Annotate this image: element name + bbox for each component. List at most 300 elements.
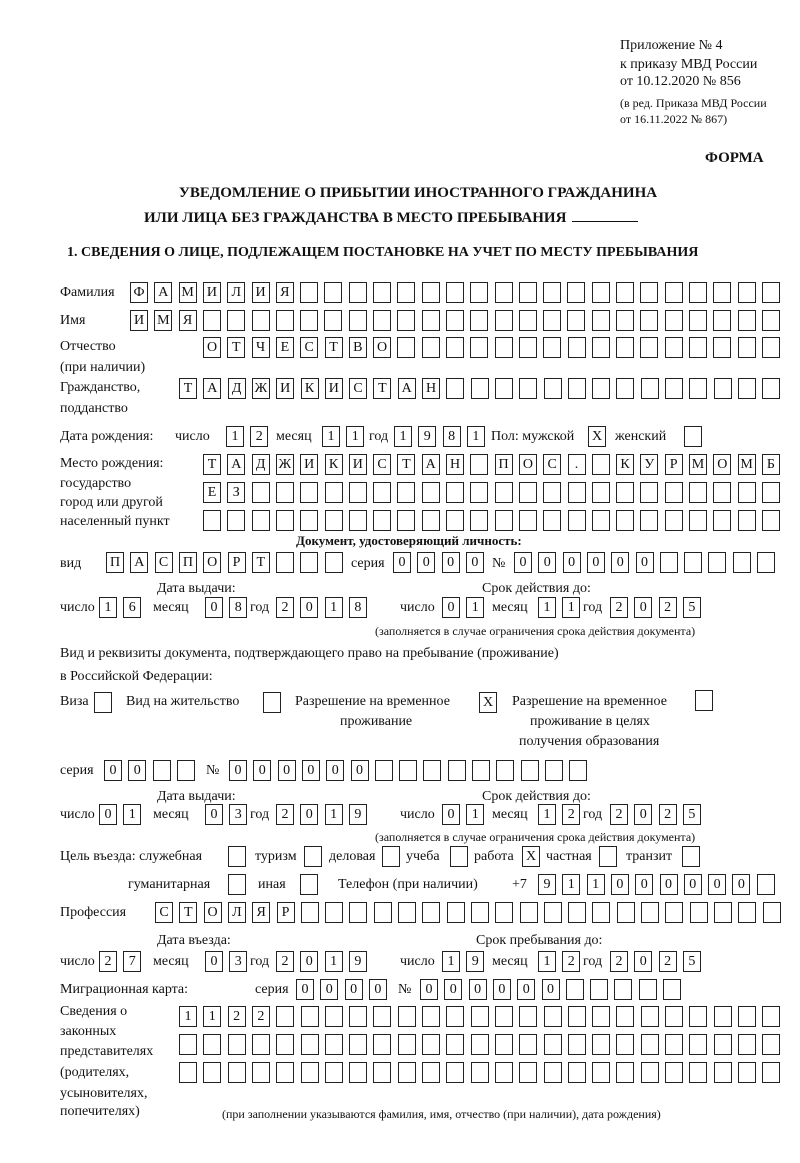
id-doc-type-field-box[interactable]: [276, 552, 294, 573]
name-field-box[interactable]: [446, 310, 464, 331]
citizenship-field-box[interactable]: [738, 378, 756, 399]
migration-card-series-field-box[interactable]: 0: [345, 979, 363, 1000]
name-field-box[interactable]: [300, 310, 318, 331]
profession-field-box[interactable]: С: [155, 902, 173, 923]
representatives-line-2-box[interactable]: [446, 1034, 464, 1055]
representatives-line-2-box[interactable]: [471, 1034, 489, 1055]
patronymic-field-box[interactable]: [689, 337, 707, 358]
representatives-line-1-box[interactable]: [616, 1006, 634, 1027]
representatives-line-3-box[interactable]: [592, 1062, 610, 1083]
patronymic-field-box[interactable]: [640, 337, 658, 358]
name-field-box[interactable]: [640, 310, 658, 331]
purpose-private-checkbox-box[interactable]: [599, 846, 617, 867]
patronymic-field-box[interactable]: [397, 337, 415, 358]
migration-card-number-field-box[interactable]: [566, 979, 584, 1000]
representatives-line-3-box[interactable]: [471, 1062, 489, 1083]
representatives-line-3-box[interactable]: [276, 1062, 294, 1083]
birth-place-line-2-box[interactable]: [276, 482, 294, 503]
profession-field-box[interactable]: [422, 902, 440, 923]
migration-card-number-field-box[interactable]: [614, 979, 632, 1000]
day-box[interactable]: 0: [442, 597, 460, 618]
citizenship-field-box[interactable]: И: [276, 378, 294, 399]
year-box[interactable]: 0: [634, 597, 652, 618]
representatives-line-1-box[interactable]: [519, 1006, 537, 1027]
profession-field-box[interactable]: О: [204, 902, 222, 923]
representatives-line-2-box[interactable]: [203, 1034, 221, 1055]
patronymic-field-box[interactable]: [446, 337, 464, 358]
representatives-line-3-box[interactable]: [252, 1062, 270, 1083]
patronymic-field-box[interactable]: В: [349, 337, 367, 358]
birth-place-line-2-box[interactable]: [349, 482, 367, 503]
temp-edu-permit-checkbox-box[interactable]: [695, 690, 713, 711]
patronymic-field-box[interactable]: Т: [325, 337, 343, 358]
name-field-box[interactable]: [567, 310, 585, 331]
month-box[interactable]: 1: [538, 951, 556, 972]
year-box[interactable]: 2: [610, 804, 628, 825]
surname-field-box[interactable]: [713, 282, 731, 303]
representatives-line-2-box[interactable]: [519, 1034, 537, 1055]
migration-card-series-field-box[interactable]: 0: [296, 979, 314, 1000]
month-box[interactable]: 0: [205, 804, 223, 825]
year-box[interactable]: 1: [325, 951, 343, 972]
month-box[interactable]: 3: [229, 951, 247, 972]
representatives-line-2-box[interactable]: [714, 1034, 732, 1055]
representatives-line-3-box[interactable]: [616, 1062, 634, 1083]
residence-number-field-box[interactable]: [496, 760, 514, 781]
phone-field-box[interactable]: 0: [732, 874, 750, 895]
representatives-line-1-box[interactable]: 2: [228, 1006, 246, 1027]
birth-place-line-1-box[interactable]: Р: [665, 454, 683, 475]
name-field-box[interactable]: [252, 310, 270, 331]
birth-place-line-1-box[interactable]: .: [568, 454, 586, 475]
representatives-line-1-box[interactable]: [665, 1006, 683, 1027]
surname-field-box[interactable]: [446, 282, 464, 303]
surname-field-box[interactable]: [762, 282, 780, 303]
phone-field-box[interactable]: 0: [635, 874, 653, 895]
birth-place-line-3-box[interactable]: [689, 510, 707, 531]
representatives-line-2-box[interactable]: [738, 1034, 756, 1055]
sex-female-checkbox-box[interactable]: [684, 426, 702, 447]
birth-place-line-1-box[interactable]: Т: [397, 454, 415, 475]
year-box[interactable]: 0: [634, 951, 652, 972]
surname-field-box[interactable]: [567, 282, 585, 303]
patronymic-field-box[interactable]: Т: [227, 337, 245, 358]
representatives-line-3-box[interactable]: [641, 1062, 659, 1083]
birth-place-line-3-box[interactable]: [227, 510, 245, 531]
birth-month-field-box[interactable]: 1: [322, 426, 340, 447]
purpose-transit-checkbox-box[interactable]: [682, 846, 700, 867]
residence-number-field-box[interactable]: [521, 760, 539, 781]
migration-card-number-field-box[interactable]: [663, 979, 681, 1000]
representatives-line-1-box[interactable]: [398, 1006, 416, 1027]
patronymic-field-box[interactable]: [470, 337, 488, 358]
citizenship-field-box[interactable]: [471, 378, 489, 399]
representatives-line-2-box[interactable]: [373, 1034, 391, 1055]
patronymic-field-box[interactable]: С: [300, 337, 318, 358]
visa-checkbox-box[interactable]: [94, 692, 112, 713]
id-doc-type-field-box[interactable]: П: [179, 552, 197, 573]
birth-place-line-2-box[interactable]: [397, 482, 415, 503]
representatives-line-1-box[interactable]: 1: [203, 1006, 221, 1027]
id-doc-series-field-box[interactable]: 0: [442, 552, 460, 573]
id-doc-number-field-box[interactable]: 0: [587, 552, 605, 573]
migration-card-number-field-box[interactable]: [639, 979, 657, 1000]
representatives-line-3-box[interactable]: [301, 1062, 319, 1083]
sex-male-checkbox-box[interactable]: X: [588, 426, 606, 447]
representatives-line-3-box[interactable]: [349, 1062, 367, 1083]
birth-place-line-1-box[interactable]: Н: [446, 454, 464, 475]
id-doc-type-field-box[interactable]: [300, 552, 318, 573]
migration-card-number-field-box[interactable]: 0: [517, 979, 535, 1000]
profession-field-box[interactable]: [447, 902, 465, 923]
month-box[interactable]: 0: [205, 951, 223, 972]
name-field-box[interactable]: [665, 310, 683, 331]
residence-number-field-box[interactable]: [375, 760, 393, 781]
year-box[interactable]: 9: [349, 804, 367, 825]
surname-field-box[interactable]: И: [252, 282, 270, 303]
birth-place-line-2-box[interactable]: З: [227, 482, 245, 503]
representatives-line-1-box[interactable]: [301, 1006, 319, 1027]
phone-field-box[interactable]: 0: [660, 874, 678, 895]
profession-field-box[interactable]: [495, 902, 513, 923]
birth-place-line-1-box[interactable]: И: [349, 454, 367, 475]
representatives-line-2-box[interactable]: [301, 1034, 319, 1055]
surname-field-box[interactable]: [689, 282, 707, 303]
surname-field-box[interactable]: [616, 282, 634, 303]
representatives-line-3-box[interactable]: [422, 1062, 440, 1083]
citizenship-field-box[interactable]: [689, 378, 707, 399]
representatives-line-1-box[interactable]: [762, 1006, 780, 1027]
representatives-line-3-box[interactable]: [446, 1062, 464, 1083]
residence-number-field-box[interactable]: 0: [351, 760, 369, 781]
birth-place-line-3-box[interactable]: [373, 510, 391, 531]
birth-place-line-2-box[interactable]: [568, 482, 586, 503]
representatives-line-3-box[interactable]: [179, 1062, 197, 1083]
name-field-box[interactable]: Я: [179, 310, 197, 331]
birth-place-line-3-box[interactable]: [495, 510, 513, 531]
birth-place-line-2-box[interactable]: [762, 482, 780, 503]
year-box[interactable]: 0: [300, 804, 318, 825]
birth-place-line-1-box[interactable]: О: [713, 454, 731, 475]
patronymic-field-box[interactable]: [568, 337, 586, 358]
birth-month-field-box[interactable]: 1: [346, 426, 364, 447]
residence-number-field-box[interactable]: 0: [278, 760, 296, 781]
residence-number-field-box[interactable]: 0: [326, 760, 344, 781]
surname-field-box[interactable]: [592, 282, 610, 303]
migration-card-number-field-box[interactable]: [590, 979, 608, 1000]
day-box[interactable]: 0: [442, 804, 460, 825]
patronymic-field-box[interactable]: [422, 337, 440, 358]
year-box[interactable]: 0: [634, 804, 652, 825]
month-box[interactable]: 1: [562, 597, 580, 618]
month-box[interactable]: 0: [205, 597, 223, 618]
id-doc-number-field-box[interactable]: [708, 552, 726, 573]
citizenship-field-box[interactable]: Н: [422, 378, 440, 399]
migration-card-number-field-box[interactable]: 0: [444, 979, 462, 1000]
representatives-line-3-box[interactable]: [495, 1062, 513, 1083]
phone-field-box[interactable]: 9: [538, 874, 556, 895]
representatives-line-3-box[interactable]: [228, 1062, 246, 1083]
representatives-line-1-box[interactable]: [714, 1006, 732, 1027]
name-field-box[interactable]: [495, 310, 513, 331]
citizenship-field-box[interactable]: [592, 378, 610, 399]
birth-place-line-3-box[interactable]: [422, 510, 440, 531]
phone-field-box[interactable]: 0: [684, 874, 702, 895]
birth-place-line-2-box[interactable]: [592, 482, 610, 503]
patronymic-field-box[interactable]: О: [203, 337, 221, 358]
migration-card-number-field-box[interactable]: 0: [420, 979, 438, 1000]
year-box[interactable]: 9: [349, 951, 367, 972]
birth-year-field-box[interactable]: 8: [443, 426, 461, 447]
id-doc-number-field-box[interactable]: 0: [538, 552, 556, 573]
residence-number-field-box[interactable]: [545, 760, 563, 781]
residence-number-field-box[interactable]: 0: [253, 760, 271, 781]
citizenship-field-box[interactable]: [665, 378, 683, 399]
month-box[interactable]: 1: [538, 597, 556, 618]
purpose-humanitarian-checkbox-box[interactable]: [228, 874, 246, 895]
id-doc-series-field-box[interactable]: 0: [417, 552, 435, 573]
birth-place-line-1-box[interactable]: П: [495, 454, 513, 475]
birth-place-line-1-box[interactable]: С: [373, 454, 391, 475]
patronymic-field-box[interactable]: [616, 337, 634, 358]
birth-place-line-1-box[interactable]: Д: [252, 454, 270, 475]
id-doc-type-field-box[interactable]: [325, 552, 343, 573]
surname-field-box[interactable]: [543, 282, 561, 303]
patronymic-field-box[interactable]: [495, 337, 513, 358]
patronymic-field-box[interactable]: [592, 337, 610, 358]
residence-number-field-box[interactable]: [448, 760, 466, 781]
birth-day-field-box[interactable]: 2: [250, 426, 268, 447]
residence-number-field-box[interactable]: 0: [302, 760, 320, 781]
profession-field-box[interactable]: [592, 902, 610, 923]
citizenship-field-box[interactable]: С: [349, 378, 367, 399]
residence-number-field-box[interactable]: [472, 760, 490, 781]
birth-place-line-3-box[interactable]: [519, 510, 537, 531]
patronymic-field-box[interactable]: [665, 337, 683, 358]
surname-field-box[interactable]: [470, 282, 488, 303]
representatives-line-1-box[interactable]: [568, 1006, 586, 1027]
profession-field-box[interactable]: Л: [228, 902, 246, 923]
representatives-line-1-box[interactable]: 2: [252, 1006, 270, 1027]
residence-series-field-box[interactable]: 0: [104, 760, 122, 781]
representatives-line-1-box[interactable]: [325, 1006, 343, 1027]
surname-field-box[interactable]: [349, 282, 367, 303]
representatives-line-3-box[interactable]: [568, 1062, 586, 1083]
representatives-line-2-box[interactable]: [665, 1034, 683, 1055]
year-box[interactable]: 0: [300, 597, 318, 618]
profession-field-box[interactable]: [398, 902, 416, 923]
day-box[interactable]: 2: [99, 951, 117, 972]
surname-field-box[interactable]: [397, 282, 415, 303]
birth-place-line-2-box[interactable]: [422, 482, 440, 503]
citizenship-field-box[interactable]: К: [301, 378, 319, 399]
birth-place-line-2-box[interactable]: Е: [203, 482, 221, 503]
profession-field-box[interactable]: Я: [252, 902, 270, 923]
citizenship-field-box[interactable]: [519, 378, 537, 399]
year-box[interactable]: 5: [683, 951, 701, 972]
birth-place-line-3-box[interactable]: [616, 510, 634, 531]
surname-field-box[interactable]: Л: [227, 282, 245, 303]
phone-field-box[interactable]: 1: [587, 874, 605, 895]
year-box[interactable]: 8: [349, 597, 367, 618]
name-field-box[interactable]: [519, 310, 537, 331]
name-field-box[interactable]: [422, 310, 440, 331]
profession-field-box[interactable]: [738, 902, 756, 923]
representatives-line-2-box[interactable]: [228, 1034, 246, 1055]
name-field-box[interactable]: [397, 310, 415, 331]
day-box[interactable]: 1: [99, 597, 117, 618]
birth-place-line-1-box[interactable]: [592, 454, 610, 475]
birth-place-line-1-box[interactable]: [470, 454, 488, 475]
birth-place-line-2-box[interactable]: [665, 482, 683, 503]
temp-permit-checkbox-box[interactable]: X: [479, 692, 497, 713]
birth-place-line-3-box[interactable]: [592, 510, 610, 531]
representatives-line-1-box[interactable]: [349, 1006, 367, 1027]
residence-number-field-box[interactable]: 0: [229, 760, 247, 781]
birth-place-line-3-box[interactable]: [665, 510, 683, 531]
residence-series-field-box[interactable]: [177, 760, 195, 781]
name-field-box[interactable]: [349, 310, 367, 331]
year-box[interactable]: 2: [659, 804, 677, 825]
representatives-line-1-box[interactable]: [592, 1006, 610, 1027]
migration-card-series-field-box[interactable]: 0: [369, 979, 387, 1000]
patronymic-field-box[interactable]: О: [373, 337, 391, 358]
migration-card-number-field-box[interactable]: 0: [542, 979, 560, 1000]
id-doc-type-field-box[interactable]: А: [130, 552, 148, 573]
birth-place-line-1-box[interactable]: К: [616, 454, 634, 475]
birth-place-line-1-box[interactable]: М: [738, 454, 756, 475]
representatives-line-2-box[interactable]: [568, 1034, 586, 1055]
citizenship-field-box[interactable]: И: [325, 378, 343, 399]
profession-field-box[interactable]: [325, 902, 343, 923]
representatives-line-1-box[interactable]: [422, 1006, 440, 1027]
representatives-line-2-box[interactable]: [616, 1034, 634, 1055]
id-doc-series-field-box[interactable]: 0: [393, 552, 411, 573]
profession-field-box[interactable]: [714, 902, 732, 923]
birth-place-line-2-box[interactable]: [325, 482, 343, 503]
representatives-line-3-box[interactable]: [325, 1062, 343, 1083]
birth-place-line-2-box[interactable]: [300, 482, 318, 503]
phone-field-box[interactable]: [757, 874, 775, 895]
profession-field-box[interactable]: Т: [179, 902, 197, 923]
phone-field-box[interactable]: 0: [708, 874, 726, 895]
representatives-line-3-box[interactable]: [689, 1062, 707, 1083]
representatives-line-3-box[interactable]: [665, 1062, 683, 1083]
citizenship-field-box[interactable]: [641, 378, 659, 399]
representatives-line-2-box[interactable]: [179, 1034, 197, 1055]
birth-place-line-3-box[interactable]: [446, 510, 464, 531]
residence-number-field-box[interactable]: [423, 760, 441, 781]
citizenship-field-box[interactable]: Т: [373, 378, 391, 399]
day-box[interactable]: 6: [123, 597, 141, 618]
surname-field-box[interactable]: [665, 282, 683, 303]
representatives-line-2-box[interactable]: [349, 1034, 367, 1055]
name-field-box[interactable]: М: [154, 310, 172, 331]
representatives-line-3-box[interactable]: [398, 1062, 416, 1083]
patronymic-field-box[interactable]: Е: [276, 337, 294, 358]
birth-place-line-3-box[interactable]: [543, 510, 561, 531]
birth-place-line-1-box[interactable]: А: [227, 454, 245, 475]
residence-permit-checkbox-box[interactable]: [263, 692, 281, 713]
profession-field-box[interactable]: [471, 902, 489, 923]
surname-field-box[interactable]: Ф: [130, 282, 148, 303]
day-box[interactable]: 1: [466, 804, 484, 825]
representatives-line-3-box[interactable]: [714, 1062, 732, 1083]
residence-number-field-box[interactable]: [569, 760, 587, 781]
birth-place-line-2-box[interactable]: [495, 482, 513, 503]
surname-field-box[interactable]: И: [203, 282, 221, 303]
representatives-line-2-box[interactable]: [544, 1034, 562, 1055]
citizenship-field-box[interactable]: [714, 378, 732, 399]
citizenship-field-box[interactable]: [762, 378, 780, 399]
name-field-box[interactable]: [543, 310, 561, 331]
year-box[interactable]: 2: [276, 597, 294, 618]
representatives-line-1-box[interactable]: [689, 1006, 707, 1027]
birth-place-line-1-box[interactable]: О: [519, 454, 537, 475]
citizenship-field-box[interactable]: [446, 378, 464, 399]
birth-place-line-3-box[interactable]: [568, 510, 586, 531]
id-doc-number-field-box[interactable]: [757, 552, 775, 573]
year-box[interactable]: 2: [659, 597, 677, 618]
profession-field-box[interactable]: [301, 902, 319, 923]
birth-place-line-3-box[interactable]: [470, 510, 488, 531]
id-doc-series-field-box[interactable]: 0: [466, 552, 484, 573]
name-field-box[interactable]: [762, 310, 780, 331]
profession-field-box[interactable]: [617, 902, 635, 923]
birth-place-line-3-box[interactable]: [397, 510, 415, 531]
birth-place-line-3-box[interactable]: [300, 510, 318, 531]
birth-place-line-1-box[interactable]: М: [689, 454, 707, 475]
surname-field-box[interactable]: [640, 282, 658, 303]
id-doc-number-field-box[interactable]: [684, 552, 702, 573]
id-doc-number-field-box[interactable]: 0: [611, 552, 629, 573]
name-field-box[interactable]: [276, 310, 294, 331]
year-box[interactable]: 0: [300, 951, 318, 972]
profession-field-box[interactable]: [349, 902, 367, 923]
birth-place-line-1-box[interactable]: У: [640, 454, 658, 475]
profession-field-box[interactable]: [374, 902, 392, 923]
purpose-work-checkbox-box[interactable]: X: [522, 846, 540, 867]
id-doc-type-field-box[interactable]: Р: [228, 552, 246, 573]
birth-place-line-1-box[interactable]: К: [325, 454, 343, 475]
patronymic-field-box[interactable]: [519, 337, 537, 358]
representatives-line-1-box[interactable]: [738, 1006, 756, 1027]
name-field-box[interactable]: [227, 310, 245, 331]
surname-field-box[interactable]: [495, 282, 513, 303]
year-box[interactable]: 5: [683, 597, 701, 618]
id-doc-type-field-box[interactable]: О: [203, 552, 221, 573]
name-field-box[interactable]: [713, 310, 731, 331]
id-doc-type-field-box[interactable]: П: [106, 552, 124, 573]
year-box[interactable]: 2: [659, 951, 677, 972]
profession-field-box[interactable]: Р: [277, 902, 295, 923]
birth-place-line-3-box[interactable]: [738, 510, 756, 531]
profession-field-box[interactable]: [665, 902, 683, 923]
birth-place-line-2-box[interactable]: [738, 482, 756, 503]
name-field-box[interactable]: И: [130, 310, 148, 331]
residence-series-field-box[interactable]: [153, 760, 171, 781]
birth-place-line-1-box[interactable]: Ж: [276, 454, 294, 475]
migration-card-number-field-box[interactable]: 0: [493, 979, 511, 1000]
citizenship-field-box[interactable]: А: [398, 378, 416, 399]
representatives-line-3-box[interactable]: [373, 1062, 391, 1083]
birth-place-line-1-box[interactable]: И: [300, 454, 318, 475]
purpose-other-checkbox-box[interactable]: [300, 874, 318, 895]
representatives-line-2-box[interactable]: [641, 1034, 659, 1055]
purpose-business-checkbox-box[interactable]: [382, 846, 400, 867]
birth-place-line-1-box[interactable]: А: [422, 454, 440, 475]
representatives-line-1-box[interactable]: [373, 1006, 391, 1027]
